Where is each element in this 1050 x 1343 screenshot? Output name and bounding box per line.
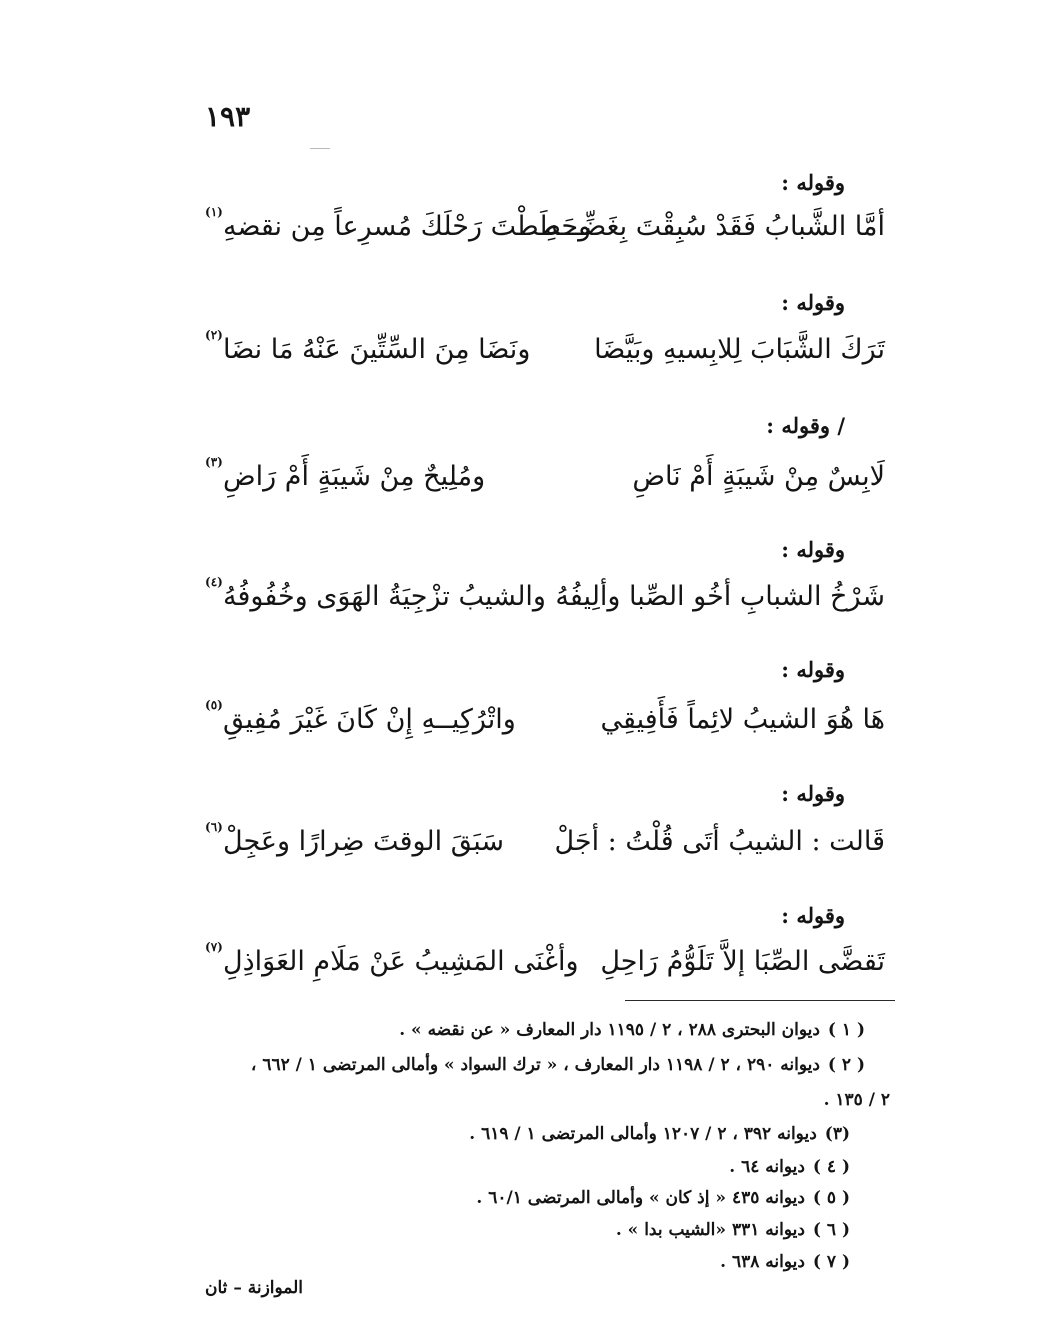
- footnote-6-number: ( ٦ ): [812, 1220, 850, 1240]
- verse-3-second-hemistich: ومُلِيحٌ مِنْ شَيبَةٍ أَمْ رَاضِ: [223, 461, 486, 492]
- footnote-6-text: ديوانه ٣٣١ «الشيب بدا » .: [615, 1220, 805, 1240]
- verse-7-second-hemistich: وأغْنَى المَشِيبُ عَنْ مَلَامِ العَوَاذِلِ: [223, 946, 579, 977]
- verse-6-second-hemistich: سَبَقَ الوقتَ ضِرارًا وعَجِلْ: [223, 826, 505, 857]
- footnote-3-text: ديوانه ٣٩٢ ، ٢ / ١٢٠٧ وأمالى المرتضى ١ / ٦١٩ .: [469, 1124, 817, 1144]
- verse-intro-4: وقوله :: [781, 537, 845, 562]
- footnote-2-continuation: ٢ / ١٣٥ .: [823, 1090, 890, 1110]
- footnote-3-number: (٣): [824, 1124, 850, 1144]
- footnote-3: [469, 1124, 850, 1144]
- footnote-ref-3: (٣): [205, 455, 223, 469]
- footnote-ref-7: (٧): [205, 940, 223, 954]
- footnote-2-number: ( ٢ ): [827, 1055, 865, 1075]
- footnote-2-text: ديوانه ٢٩٠ ، ٢ / ١١٩٨ دار المعارف ، « ترك السواد » وأمالى المرتضى ١ / ٦٦٢ ،: [250, 1055, 820, 1075]
- footnote-divider: [625, 1000, 895, 1001]
- verse-1-first-hemistich: أمَّا الشَّبابُ فَقَدْ سُبِقْتَ بِغَضِّـــهِ: [545, 211, 885, 242]
- footnote-4-text: ديوانه ٦٤ .: [729, 1157, 805, 1177]
- footnote-ref-4: (٤): [205, 575, 223, 589]
- verse-3: [205, 455, 885, 499]
- verse-2-first-hemistich: تَرَكَ الشَّبَابَ لِلابِسيهِ وبَيَّضَا: [594, 334, 885, 365]
- footnote-1-text: ديوان البحترى ٢٨٨ ، ٢ / ١١٩٥ دار المعارف « عن نقضه » .: [399, 1020, 820, 1040]
- footnote-6: [616, 1220, 850, 1240]
- footnote-7-text: ديوانه ٦٣٨ .: [720, 1252, 805, 1272]
- footnote-4: [729, 1157, 850, 1177]
- verse-1: [205, 205, 885, 249]
- verse-4-second-hemistich: والشيبُ تزْجِيَةُ الهَوَى وخُفُوفُهُ: [223, 581, 546, 612]
- footnote-ref-6: (٦): [205, 820, 223, 834]
- page-number: ١٩٣: [205, 100, 251, 133]
- signature-line: الموازنة – ثان: [205, 1278, 304, 1298]
- verse-intro-1: وقوله :: [781, 170, 845, 195]
- verse-1-second-hemistich: وحَطَطْتَ رَحْلَكَ مُسرِعاً مِن نقضهِ: [223, 211, 592, 242]
- verse-7: [205, 940, 885, 984]
- footnote-1: [399, 1020, 865, 1040]
- verse-5-first-hemistich: هَا هُوَ الشيبُ لائِماً فَأَفِيقِي: [600, 704, 885, 735]
- footnote-2: [251, 1055, 865, 1075]
- verse-3-first-hemistich: لَابِسٌ مِنْ شَيبَةٍ أَمْ نَاضِ: [632, 461, 885, 492]
- footnote-5-number: ( ٥ ): [812, 1188, 850, 1208]
- footnote-7-number: ( ٧ ): [812, 1252, 850, 1272]
- verse-6-first-hemistich: قَالت : الشيبُ أتَى قُلْتُ : أجَلْ: [554, 826, 885, 857]
- verse-2: [205, 328, 885, 372]
- verse-5: [205, 698, 885, 742]
- footnote-1-number: ( ١ ): [827, 1020, 865, 1040]
- footnote-5-text: ديوانه ٤٣٥ « إذ كان » وأمالى المرتضى ٦٠/١ .: [476, 1188, 805, 1208]
- verse-intro-3: / وقوله :: [766, 413, 845, 438]
- footnote-5: [476, 1188, 850, 1208]
- footnote-7: [720, 1252, 850, 1272]
- verse-4: [205, 575, 885, 619]
- scan-mark: [310, 148, 330, 149]
- verse-5-second-hemistich: واتْرُكِيــهِ إِنْ كَانَ غَيْرَ مُفِيقِ: [223, 704, 516, 735]
- verse-intro-5: وقوله :: [781, 657, 845, 682]
- footnote-4-number: ( ٤ ): [812, 1157, 850, 1177]
- footnote-ref-2: (٢): [205, 328, 223, 342]
- verse-intro-6: وقوله :: [781, 781, 845, 806]
- footnote-ref-5: (٥): [205, 698, 223, 712]
- verse-7-first-hemistich: تَقضَّى الصِّبَا إلاَّ تَلَوُّمُ رَاحِلِ: [600, 946, 885, 977]
- footnote-ref-1: (١): [205, 205, 223, 219]
- verse-4-first-hemistich: شَرْخُ الشبابِ أخُو الصِّبا وألِيفُهُ: [555, 581, 885, 612]
- verse-6: [205, 820, 885, 864]
- verse-intro-7: وقوله :: [781, 903, 845, 928]
- verse-intro-2: وقوله :: [781, 290, 845, 315]
- verse-2-second-hemistich: ونَضَا مِنَ السِّتِّينَ عَنْهُ مَا نضَا: [223, 334, 531, 365]
